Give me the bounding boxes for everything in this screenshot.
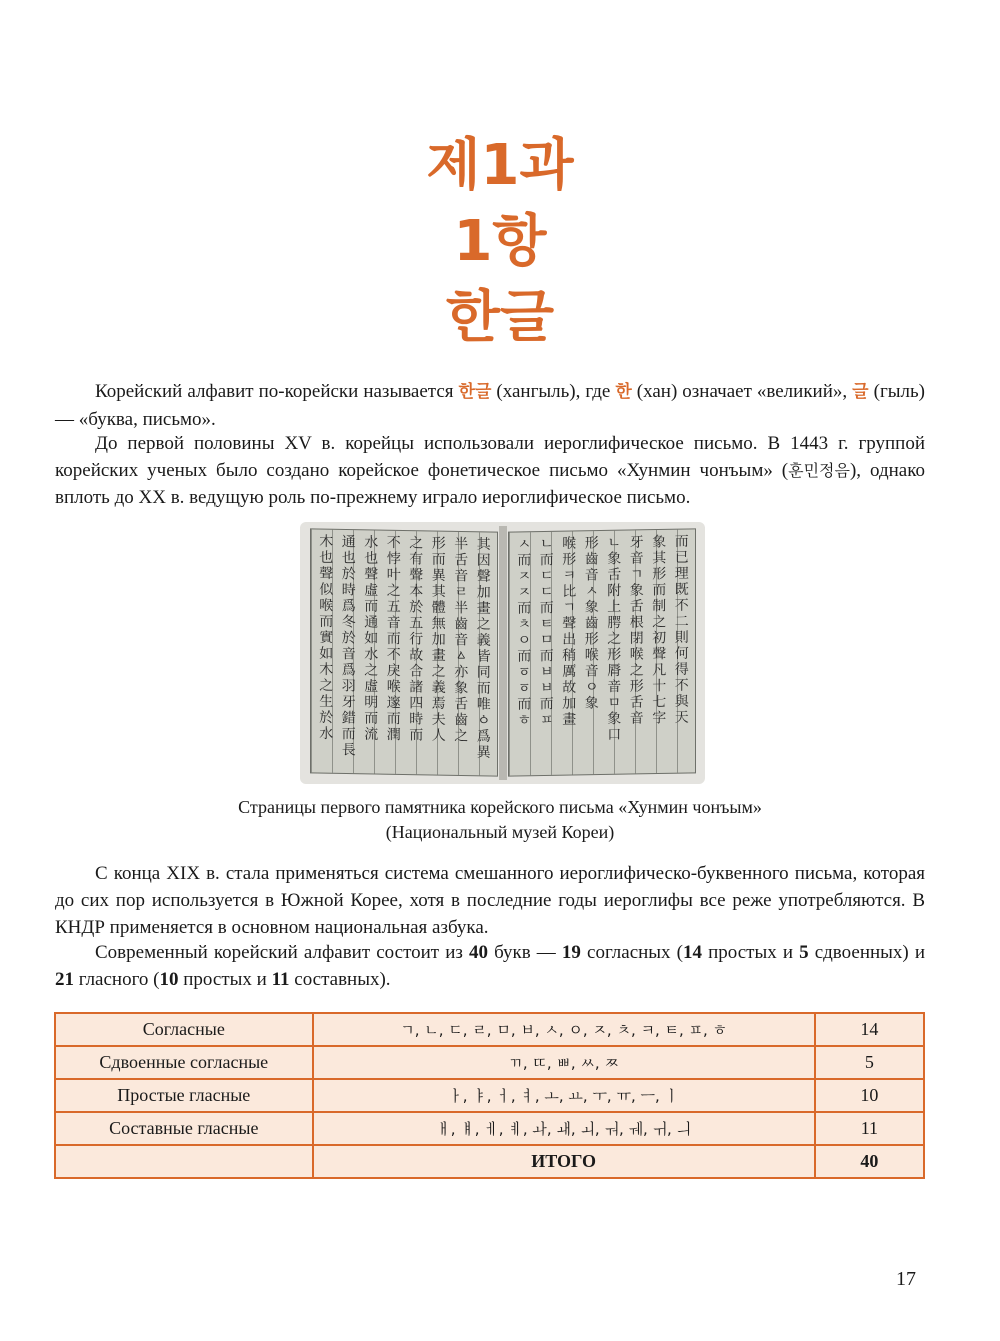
- korean-word-geul: 글: [852, 382, 869, 402]
- figure-caption: [0, 795, 1000, 845]
- count-compound-vowels: 11: [271, 969, 290, 990]
- book-page-left: [310, 528, 498, 776]
- row-letters: ㄲ, ㄸ, ㅃ, ㅆ, ㅉ: [313, 1046, 815, 1079]
- row-letters: ㄱ, ㄴ, ㄷ, ㄹ, ㅁ, ㅂ, ㅅ, ㅇ, ㅈ, ㅊ, ㅋ, ㅌ, ㅍ, ㅎ: [313, 1013, 815, 1046]
- row-count: 14: [815, 1013, 924, 1046]
- book-spine: [499, 526, 507, 780]
- count-simple-consonants: 14: [683, 942, 702, 963]
- lesson-number: 제1과: [426, 133, 574, 198]
- text-span: (хангыль), где: [491, 381, 616, 402]
- row-label: Простые гласные: [55, 1079, 313, 1112]
- lesson-title: [0, 128, 1000, 356]
- text-span: гласного (: [74, 969, 160, 990]
- count-vowels: 21: [55, 969, 74, 990]
- total-label: ИТОГО: [313, 1145, 815, 1178]
- text-span: составных).: [289, 969, 391, 990]
- text-span: (гыль) — «буква, письмо».: [55, 381, 925, 430]
- row-count: 11: [815, 1112, 924, 1145]
- text-span: согласных (: [580, 942, 683, 963]
- korean-word-hunminjeongeum: 훈민정음: [788, 461, 850, 480]
- count-total: 40: [468, 942, 488, 963]
- section-title: 한글: [445, 285, 555, 350]
- text-column: 水也聲虛而通如水之虛明而流: [362, 534, 379, 743]
- text-span: Корейский алфавит по-корейски называется: [95, 381, 459, 402]
- text-column: 形而異其體無加畫之義焉夫人: [429, 535, 446, 744]
- caption-line-1: Страницы первого памятника корейского письма «Хунмин чонъым»: [238, 797, 762, 817]
- text-span: простых и: [702, 942, 800, 963]
- text-column: 通也於時爲冬於音爲羽牙錯而長: [339, 533, 356, 759]
- text-column: 不悖叶之五音而不戾喉邃而潤: [384, 534, 401, 743]
- text-column: 之有聲本於五行故合諸四時而: [407, 535, 424, 744]
- table-row: [55, 1079, 924, 1112]
- text-span: сдвоенных) и: [808, 942, 926, 963]
- text-column: ㅅ而ㅈㅈ而ㅊㅇ而ㆆㆆ而ㅎ: [515, 536, 532, 729]
- text-span: Современный корейский алфавит состоит из: [95, 942, 469, 963]
- hunminjeongeum-photo: [300, 522, 705, 784]
- total-count: 40: [815, 1145, 924, 1178]
- text-span: простых и: [178, 969, 272, 990]
- alphabet-table: [54, 1012, 925, 1179]
- row-label: Согласные: [55, 1013, 313, 1046]
- table-row: [55, 1013, 924, 1046]
- page-number: 17: [896, 1268, 916, 1290]
- text-span: букв —: [487, 942, 562, 963]
- text-column: 半舌音ㄹ半齒音ㅿ亦象舌齒之: [452, 535, 469, 745]
- row-letters: ㅏ, ㅑ, ㅓ, ㅕ, ㅗ, ㅛ, ㅜ, ㅠ, ㅡ, ㅣ: [313, 1079, 815, 1112]
- intro-paragraph-1: [55, 378, 925, 433]
- text-span: До первой половины XV в. корейцы использовали иероглифическое письмо. В 1443 г. группой корейских ученых было создано корейское фонетическое письмо «Хунмин чонъым» (: [55, 433, 925, 481]
- text-column: 而已理既不二則何得不與天: [672, 533, 689, 726]
- caption-line-2: (Национальный музей Кореи): [385, 822, 615, 842]
- row-count: 5: [815, 1046, 924, 1079]
- table-total-row: [55, 1145, 924, 1178]
- body-paragraph-4: [55, 939, 925, 993]
- text-column: ㄴ而ㄷㄷ而ㅌㅁ而ㅂㅂ而ㅍ: [537, 535, 554, 729]
- total-empty-cell: [55, 1145, 313, 1178]
- row-label: Составные гласные: [55, 1112, 313, 1145]
- book-page-right: [508, 528, 696, 776]
- table-row: [55, 1112, 924, 1145]
- section-number: 1항: [453, 209, 547, 274]
- count-consonants: 19: [561, 942, 581, 963]
- intro-paragraph-2: [55, 430, 925, 511]
- text-span: ), однако вплоть до XX в. ведущую роль по-прежнему играло иероглифическое письмо.: [55, 460, 925, 508]
- text-column: 喉形ㅋ比ㄱ聲出稍厲故加畫: [560, 535, 577, 728]
- text-column: ㄴ象舌附上腭之形脣音ㅁ象口: [605, 534, 622, 743]
- row-count: 10: [815, 1079, 924, 1112]
- row-letters: ㅐ, ㅒ, ㅔ, ㅖ, ㅘ, ㅙ, ㅚ, ㅝ, ㅞ, ㅟ, ㅢ: [313, 1112, 815, 1145]
- text-span: С конца XIX в. стала применяться система смешанного иероглифическо-буквенного письма, которая до сих пор используется в Южной Корее, хотя в последние годы иероглифы все реже употребляются. В КНДР применяется в основном национальная азбука.: [55, 863, 925, 938]
- text-column: 其因聲加畫之義皆同而唯ㆁ爲異: [474, 536, 491, 761]
- text-column: 象其形而制之初聲凡十七字: [650, 533, 667, 727]
- korean-word-hangul: 한글: [458, 382, 492, 402]
- text-column: 牙音ㄱ象舌根閉喉之形舌音: [627, 534, 644, 727]
- text-span: (хан) означает «великий»,: [631, 381, 853, 402]
- count-double-consonants: 5: [799, 942, 809, 963]
- text-column: 形齒音ㅅ象齒形喉音ㅇ象: [582, 535, 599, 712]
- text-column: 木也聲似喉而實如木之生於水: [317, 533, 334, 742]
- count-simple-vowels: 10: [159, 969, 179, 990]
- row-label: Сдвоенные согласные: [55, 1046, 313, 1079]
- korean-word-han: 한: [615, 382, 632, 402]
- table-row: [55, 1046, 924, 1079]
- body-paragraph-3: [55, 860, 925, 941]
